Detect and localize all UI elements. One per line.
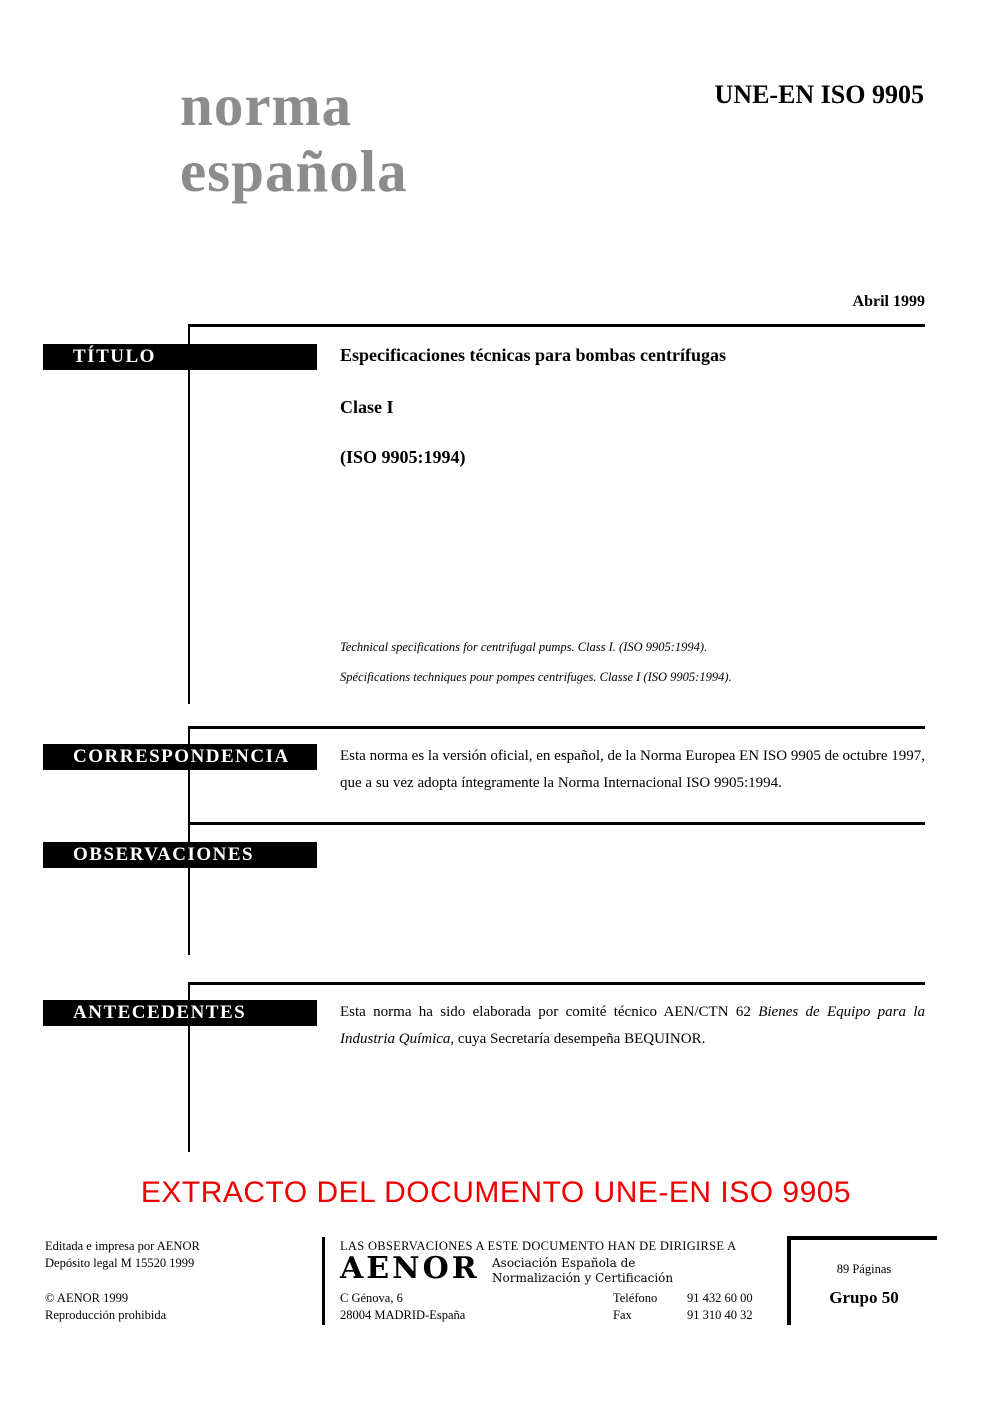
footer-group: Grupo 50 bbox=[829, 1288, 899, 1307]
observaciones-label-box bbox=[43, 842, 317, 868]
logo-line-2: española bbox=[180, 138, 408, 204]
footer-bracket-vertical bbox=[787, 1236, 791, 1325]
footer-address-line-2: 28004 MADRID-España bbox=[340, 1308, 466, 1322]
aenor-logo: AENOR bbox=[340, 1251, 480, 1286]
rule-observaciones-top bbox=[188, 822, 925, 825]
footer-phone-values bbox=[687, 1290, 753, 1324]
aenor-name-line-2: Normalización y Certificación bbox=[492, 1271, 674, 1285]
rule-antecedentes-top bbox=[188, 982, 925, 985]
footer-copyright-block bbox=[45, 1290, 166, 1324]
correspondencia-label-box bbox=[43, 744, 317, 770]
rule-titulo-top bbox=[188, 324, 925, 327]
footer-deposit-line: Depósito legal M 15520 1999 bbox=[45, 1256, 195, 1270]
title-translation-french: Spécifications techniques pour pompes centrifuges. Classe I (ISO 9905:1994). bbox=[340, 670, 732, 684]
antecedentes-text-before: Esta norma ha sido elaborada por comité técnico AEN/CTN 62 bbox=[340, 1004, 759, 1020]
titulo-label-box bbox=[43, 344, 317, 370]
footer-reproduction-line: Reproducción prohibida bbox=[45, 1308, 167, 1322]
aenor-full-name bbox=[492, 1256, 673, 1286]
title-line-3: (ISO 9905:1994) bbox=[340, 447, 466, 467]
footer-observations-notice: LAS OBSERVACIONES A ESTE DOCUMENTO HAN DE DIRIGIRSE A bbox=[340, 1239, 737, 1253]
titulo-label: TÍTULO bbox=[73, 346, 156, 367]
rule-correspondencia-top bbox=[188, 726, 925, 729]
norma-espanola-logo bbox=[180, 72, 408, 204]
antecedentes-text bbox=[340, 999, 925, 1053]
footer-edition-block bbox=[45, 1238, 200, 1272]
extract-banner: EXTRACTO DEL DOCUMENTO UNE-EN ISO 9905 bbox=[140, 1176, 852, 1209]
publication-date: Abril 1999 bbox=[852, 293, 925, 310]
footer-edited-line: Editada e impresa por AENOR bbox=[45, 1239, 200, 1253]
title-line-1: Especificaciones técnicas para bombas centrífugas bbox=[340, 345, 726, 365]
footer-bracket-horizontal bbox=[787, 1236, 937, 1240]
antecedentes-label: ANTECEDENTES bbox=[73, 1002, 247, 1023]
observaciones-label: OBSERVACIONES bbox=[73, 844, 255, 865]
fax-label: Fax bbox=[613, 1308, 632, 1322]
aenor-name-line-1: Asociación Española de bbox=[492, 1256, 636, 1270]
footer-address bbox=[340, 1290, 465, 1324]
footer-phone-labels bbox=[613, 1290, 657, 1324]
antecedentes-text-after: , cuya Secretaría desempeña BEQUINOR. bbox=[450, 1031, 706, 1047]
correspondencia-label: CORRESPONDENCIA bbox=[73, 746, 290, 767]
antecedentes-label-box bbox=[43, 1000, 317, 1026]
footer-copyright-line: © AENOR 1999 bbox=[45, 1291, 129, 1305]
rule-titulo-vertical bbox=[188, 324, 190, 704]
title-line-2: Clase I bbox=[340, 397, 394, 417]
fax-value: 91 310 40 32 bbox=[687, 1308, 753, 1322]
antecedentes-text-committee: Bienes de Equipo para la Industria Química bbox=[340, 1004, 926, 1047]
rule-correspondencia-vertical bbox=[188, 726, 190, 822]
correspondencia-text: Esta norma es la versión oficial, en español, de la Norma Europea EN ISO 9905 de octubre 1997, que a su vez adopta íntegramente la Norma Internacional ISO 9905:1994. bbox=[340, 748, 925, 791]
title-translation-english: Technical specifications for centrifugal pumps. Class I. (ISO 9905:1994). bbox=[340, 640, 708, 654]
document-code: UNE-EN ISO 9905 bbox=[714, 80, 924, 109]
phone-value: 91 432 60 00 bbox=[687, 1291, 753, 1305]
footer-address-line-1: C Génova, 6 bbox=[340, 1291, 403, 1305]
footer-page-count: 89 Páginas bbox=[836, 1262, 892, 1276]
phone-label: Teléfono bbox=[613, 1291, 658, 1305]
logo-line-1: norma bbox=[180, 72, 353, 138]
footer-divider bbox=[322, 1237, 325, 1325]
